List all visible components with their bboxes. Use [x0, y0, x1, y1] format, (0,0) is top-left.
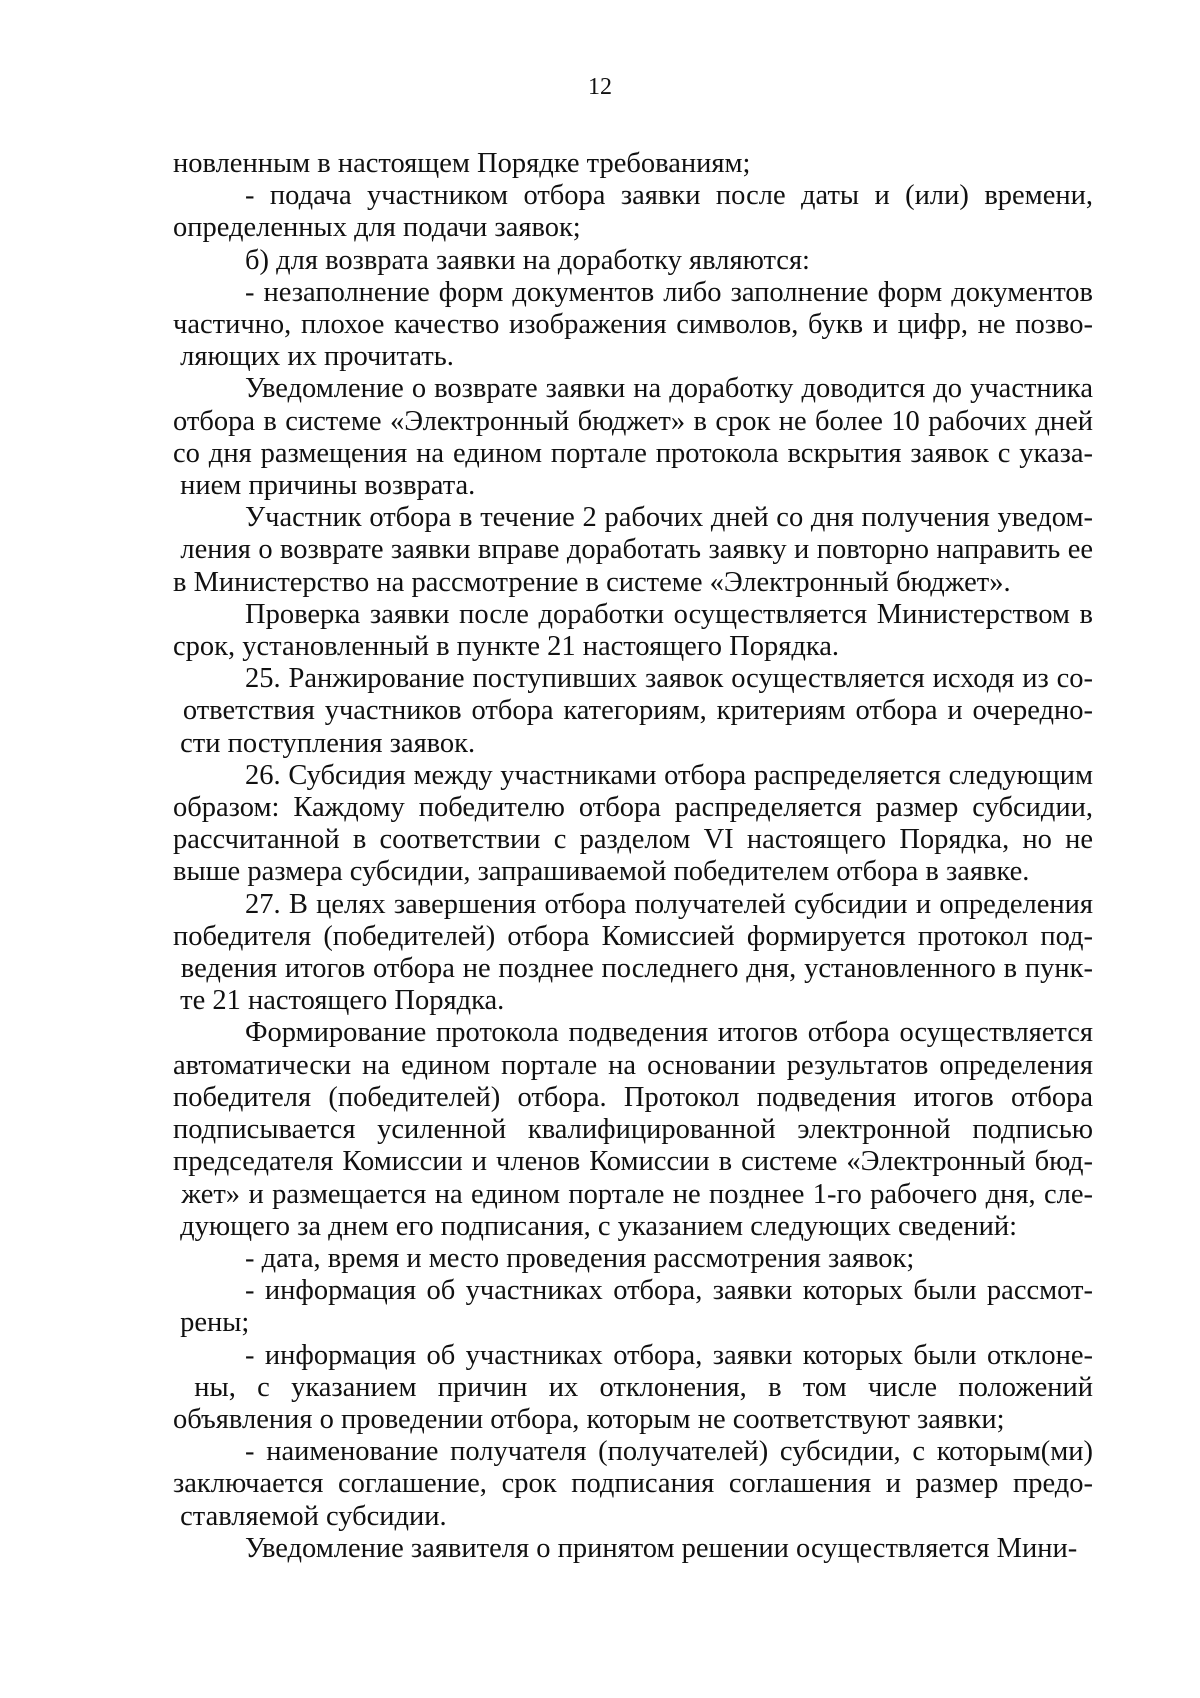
paragraph-rework-check: Проверка заявки после доработки осуществляется Министерством в срок, установленный в пункте 21 настоящего Порядка. [173, 598, 1093, 663]
clause-25: 25. Ранжирование поступивших заявок осуществляется исходя из со- ответствия участников отбора категориям, критериям отбора и очередно- сти поступления заявок. [173, 663, 1093, 759]
list-item-late-submission: - подача участником отбора заявки после даты и (или) времени, определенных для подачи заявок; [173, 180, 1093, 244]
list-item-incomplete-forms: - незаполнение форм документов либо заполнение форм документов частично, плохое качество изображения символов, букв и цифр, не позво- ляющих их прочитать. [173, 276, 1093, 373]
clause-27: 27. В целях завершения отбора получателей субсидии и определения победителя (победителей) отбора Комиссией формируется протокол под- ведения итогов отбора не позднее последнего дня, установленного в пунк- те 21 настоящего Порядка. [173, 888, 1093, 1017]
list-item-reviewed-applicants: - информация об участниках отбора, заявки которых были рассмот- рены; [173, 1275, 1093, 1339]
paragraph-protocol-formation: Формирование протокола подведения итогов отбора осуществляется автоматически на едином портале на основании результатов определения победителя (победителей) отбора. Протокол подведения итогов отбора подписывается усиленной квалифицированной электронной подписью председателя Комиссии и членов Комиссии в системе «Электронный бюд- жет» и размещается на едином портале не позднее 1-го рабочего дня, сле- дующего за днем его подписания, с указанием следующих сведений: [173, 1017, 1093, 1242]
paragraph-rework-period: Участник отбора в течение 2 рабочих дней со дня получения уведом- ления о возврате заявки вправе доработать заявку и повторно направить ее в Министерство на рассмотрение в системе «Электронный бюджет». [173, 502, 1093, 598]
document-body [173, 148, 1093, 1565]
clause-26: 26. Субсидия между участниками отбора распределяется следующим образом: Каждому победителю отбора распределяется размер субсидии, рассчитанной в соответствии с разделом VI настоящего Порядка, но не выше размера субсидии, запрашиваемой победителем отбора в заявке. [173, 759, 1093, 888]
paragraph-continuation: новленным в настоящем Порядке требованиям; [173, 148, 751, 179]
list-item-recipient-name: - наименование получателя (получателей) субсидии, с которым(ми) заключается соглашение, срок подписания соглашения и размер предо- ставляемой субсидии. [173, 1436, 1093, 1532]
paragraph-applicant-notice: Уведомление заявителя о принятом решении осуществляется Мини- [245, 1532, 1078, 1564]
page-number: 12 [588, 74, 612, 100]
list-item-rejected-applicants: - информация об участниках отбора, заявки которых были отклоне- ны, с указанием причин их отклонения, в том числе положений объявления о проведении отбора, которым не соответствуют заявки; [173, 1339, 1093, 1435]
paragraph-return-notice: Уведомление о возврате заявки на доработку доводится до участника отбора в системе «Электронный бюджет» в срок не более 10 рабочих дней со дня размещения на едином портале протокола вскрытия заявок с указа- нием причины возврата. [173, 373, 1093, 502]
subpoint-b-heading: б) для возврата заявки на доработку являются: [245, 244, 810, 276]
list-item-date-time-place: - дата, время и место проведения рассмотрения заявок; [245, 1242, 915, 1274]
